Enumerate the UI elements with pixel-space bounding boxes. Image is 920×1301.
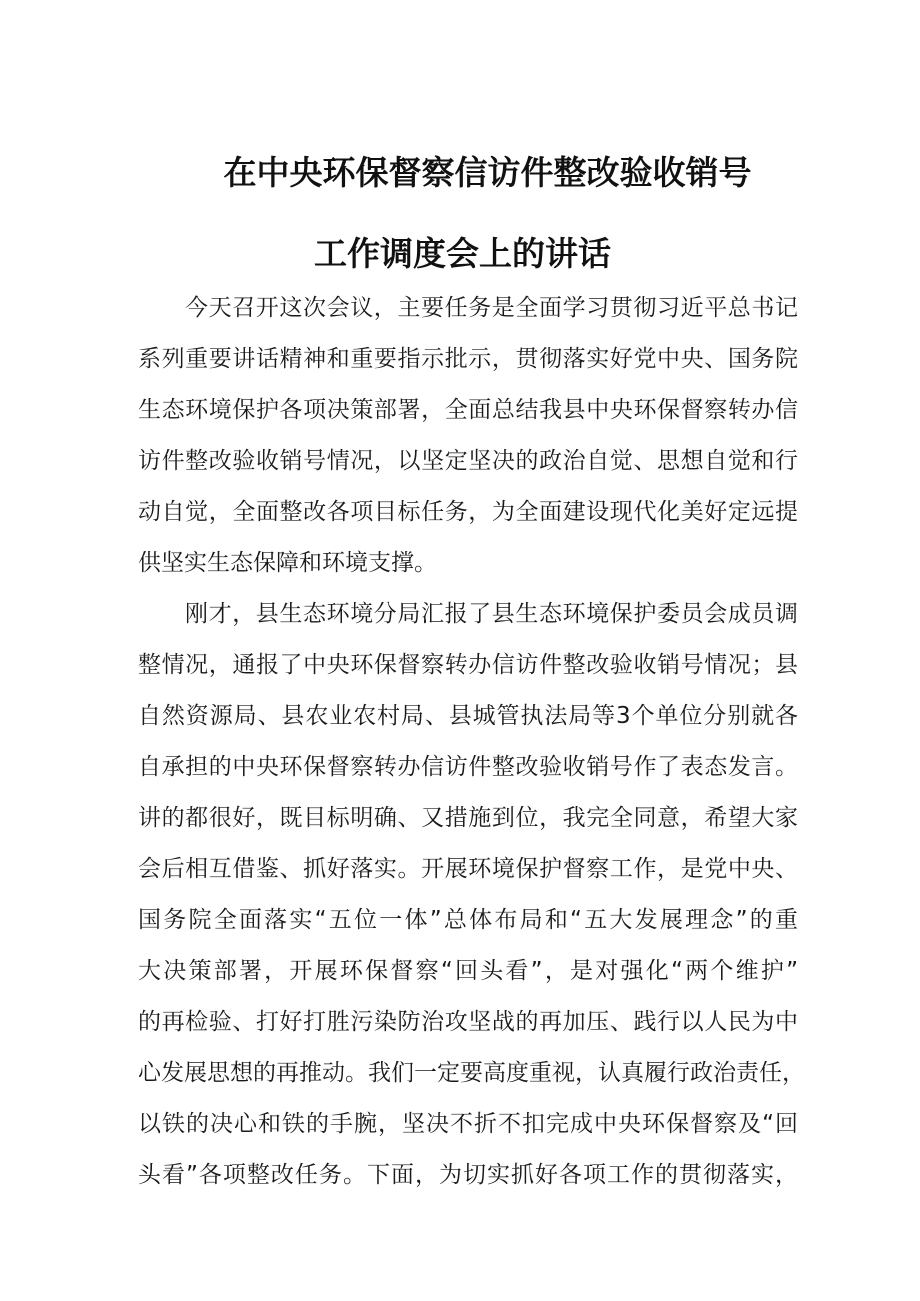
body-line-16: 心发展思想的再推动。我们一定要高度重视，认真履行政治责任，: [138, 1060, 805, 1086]
body-line-9: 自然资源局、县农业农村局、县城管执法局等3个单位分别就各: [138, 703, 798, 729]
body-line-4: 访件整改验收销号情况，以坚定坚决的政治自觉、思想自觉和行: [138, 448, 798, 474]
document-title-line-1: 在中央环保督察信访件整改验收销号: [223, 153, 752, 192]
body-line-14: 大决策部署，开展环保督察“回头看”，是对强化“两个维护”: [138, 958, 798, 984]
body-line-12: 会后相互借鉴、抓好落实。开展环境保护督察工作，是党中央、: [138, 856, 798, 882]
body-line-17: 以铁的决心和铁的手腕，坚决不折不扣完成中央环保督察及“回: [138, 1111, 798, 1137]
body-line-13: 国务院全面落实“五位一体”总体布局和“五大发展理念”的重: [138, 907, 798, 933]
body-line-11: 讲的都很好，既目标明确、又措施到位，我完全同意，希望大家: [138, 805, 798, 831]
body-line-2: 系列重要讲话精神和重要指示批示，贯彻落实好党中央、国务院: [138, 346, 798, 372]
body-line-8: 整情况，通报了中央环保督察转办信访件整改验收销号情况；县: [138, 652, 798, 678]
body-line-15: 的再检验、打好打胜污染防治攻坚战的再加压、践行以人民为中: [138, 1009, 798, 1035]
body-line-3: 生态环境保护各项决策部署，全面总结我县中央环保督察转办信: [138, 397, 798, 423]
body-line-18: 头看”各项整改任务。下面，为切实抓好各项工作的贯彻落实，: [138, 1162, 798, 1188]
body-line-7: 刚才，县生态环境分局汇报了县生态环境保护委员会成员调: [185, 601, 798, 627]
body-line-6: 供坚实生态保障和环境支撑。: [138, 550, 437, 576]
body-line-5: 动自觉，全面整改各项目标任务，为全面建设现代化美好定远提: [138, 499, 798, 525]
body-line-10: 自承担的中央环保督察转办信访件整改验收销号作了表态发言。: [138, 754, 798, 780]
body-line-1: 今天召开这次会议，主要任务是全面学习贯彻习近平总书记: [185, 295, 798, 321]
document-title-line-2: 工作调度会上的讲话: [314, 234, 611, 273]
